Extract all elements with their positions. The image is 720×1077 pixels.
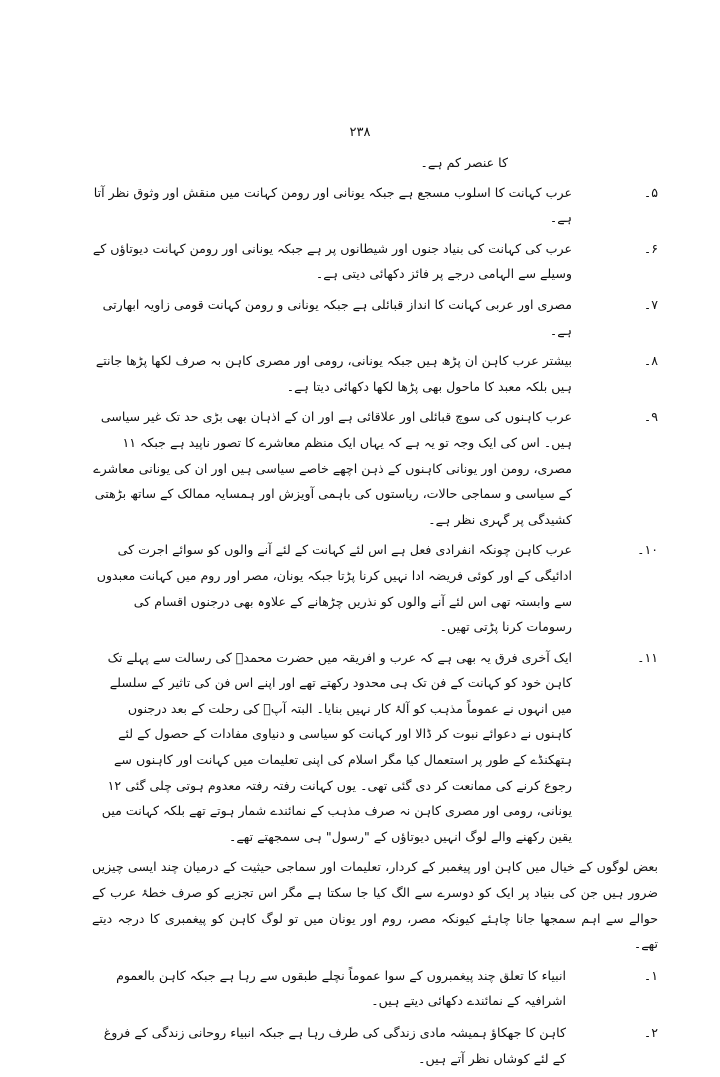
page-number: ۲۳۸ [349, 125, 371, 140]
intro-line: کا عنصر کم ہے۔ [420, 155, 508, 170]
list-item-number: ۱۰۔ [637, 542, 658, 558]
list-item [92, 404, 658, 532]
list-item-text: بیشتر عرب کاہن ان پڑھ ہیں جبکہ یونانی، رومی اور مصری کاہن بہ صرف لکھا پڑھا جانتے ہیں بلکہ معبد کا ماحول بھی پڑھا لکھا دکھائی دیتا ہے۔ [95, 353, 572, 394]
list-item-text: عرب کاہن چونکہ انفرادی فعل ہے اس لئے کہانت کے لئے آنے والوں کو سوائے اجرت کی ادائیگی کے اور کوئی فریضہ ادا نہیں کرنا پڑتا جبکہ یونان، مصر اور روم میں کہانت معبدوں سے وابستہ تھی اس لئے آنے والوں کو نذریں چڑھانے کے علاوہ بھی درجنوں اقسام کی رسومات کرنا پڑتی تھیں۔ [96, 542, 572, 635]
list-item-number: ۱۔ [643, 967, 658, 983]
list-item [92, 348, 658, 399]
list-item-number: ۱۱۔ [637, 649, 658, 665]
list-item-number: ۹۔ [643, 409, 658, 425]
list-item-text: عرب کہانت کا اسلوب مسجع ہے جبکہ یونانی اور رومن کہانت میں منقش اور وثوق نظر آتا ہے۔ [93, 184, 572, 226]
list-item [92, 963, 658, 1014]
list-item [92, 537, 658, 639]
list-item [92, 645, 658, 850]
list-item-text: عرب کاہنوں کی سوچ قبائلی اور علاقائی ہے اور ان کے اذہان بھی بڑی حد تک غیر سیاسی ہیں۔ اس کی ایک وجہ تو یہ ہے کہ یہاں ایک منظم معاشرے کا تصور ناپید ہے جبکہ ۱۱ مصری، رومن اور یونانی کاہنوں کے ذہن اچھے خاصے سیاسی ہیں اور ان کی یونانی معاشرے کے سیاسی و سماجی حالات، ریاستوں کی باہمی آویزش اور ہمسایہ ممالک کے ساتھ بڑھتی کشیدگی پر گہری نظر ہے۔ [93, 409, 572, 527]
list-item-number: ۵۔ [643, 184, 658, 200]
list-item [92, 180, 658, 231]
list-item-text: ایک آخری فرق یہ بھی ہے کہ عرب و افریقہ میں حضرت محمدؐ کی رسالت سے پہلے تک کاہن خود کو کہانت کے فن تک ہی محدود رکھتے تھے اور اپنے اس فن کی تاثیر کے سلسلے میں انہوں نے عموماً مذہب کو آلۂ کار نہیں بنایا۔ البتہ آپؐ کی رحلت کے بعد درجنوں کاہنوں نے دعوائے نبوت کر ڈالا اور کہانت کو سیاسی و دنیاوی مفادات کے حصول کے لئے ہتھکنڈے کے طور پر استعمال کیا مگر اسلام کی اپنی تعلیمات میں کہانت اور کاہنوں سے رجوع کرنے کی ممانعت کر دی گئی تھی۔ یوں کہانت رفتہ رفتہ معدوم ہوتی چلی گئی ۱۲ یونانی، رومی اور مصری کاہن نہ صرف مذہب کے نمائندے شمار ہوتے تھے بلکہ کہانت میں یقین رکھنے والے لوگ انہیں دیوتاؤں کے "رسول" ہی سمجھتے تھے۔ [101, 649, 572, 844]
list-item [92, 1020, 658, 1071]
list-item-text: مصری اور عربی کہانت کا انداز قبائلی ہے جبکہ یونانی و رومن کہانت قومی زاویہ ابھارتی ہے۔ [102, 296, 572, 338]
list-item-number: ۶۔ [643, 240, 658, 256]
list-item-number: ۲۔ [643, 1025, 658, 1040]
list-item-text: انبیاء کا تعلق چند پیغمبروں کے سوا عموماً نچلے طبقوں سے رہا ہے جبکہ کاہن بالعموم اشرافیہ کے نمائندے دکھائی دیتے ہیں۔ [116, 967, 566, 1009]
list-item-number: ۷۔ [643, 296, 658, 312]
list-item [92, 236, 658, 287]
list-item-text: عرب کی کہانت کی بنیاد جنوں اور شیطانوں پر ہے جبکہ یونانی اور رومن کہانت دیوتاؤں کے وسیلے سے الہامی درجے پر فائز دکھائی دیتی ہے۔ [92, 240, 572, 282]
list-item-text: کاہن کا جھکاؤ ہمیشہ مادی زندگی کی طرف رہا ہے جبکہ انبیاء روحانی زندگی کے فروغ کے لئے کوشاں نظر آتے ہیں۔ [103, 1025, 566, 1066]
list-item-number: ۸۔ [643, 353, 658, 369]
body-paragraph: بعض لوگوں کے خیال میں کاہن اور پیغمبر کے کردار، تعلیمات اور سماجی حیثیت کے درمیان چند ایسی چیزیں ضرور ہیں جن کی بنیاد پر ایک کو دوسرے سے الگ کیا جا سکتا ہے مگر اس تجزیے کو صرف خطۂ عرب کے حوالے سے اہم سمجھا جانا چاہئے کیونکہ مصر، روم اور یونان میں تو لوگ کاہن کو پیغمبری کا درجہ دیتے تھے۔ [92, 859, 658, 952]
page-content [92, 150, 658, 1077]
list-item [92, 292, 658, 343]
